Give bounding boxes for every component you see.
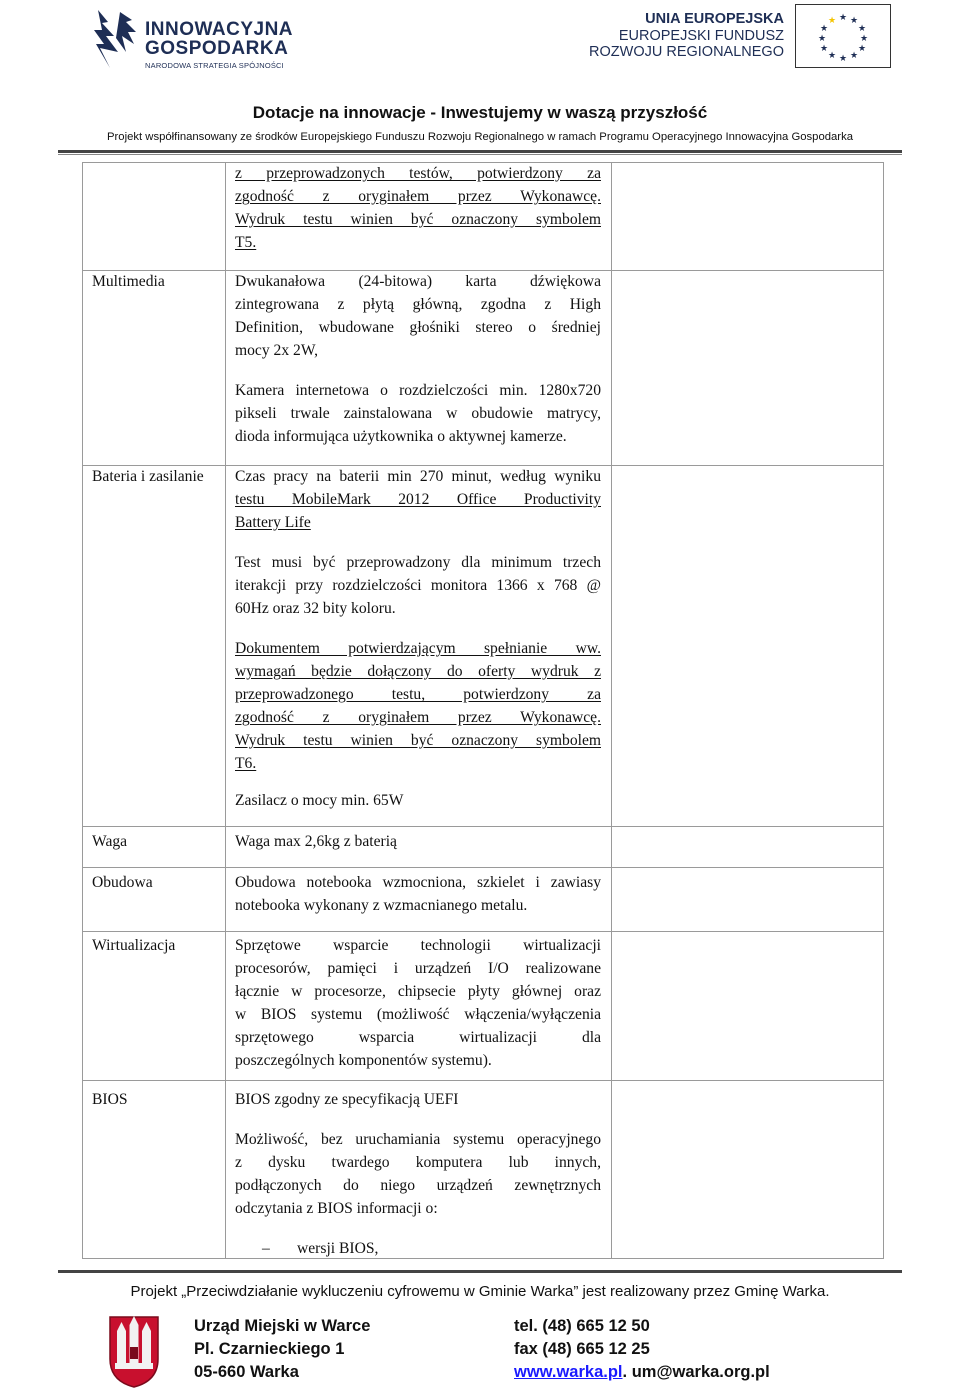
header-subtitle: Projekt współfinansowany ze środków Europejskiego Funduszu Rozwoju Regionalnego w ramach Programu Operacyjnego Innowacyjna Gospodarka xyxy=(107,131,853,143)
virtualization-text: w BIOS systemu (możliwość włączenia/wyłączenia xyxy=(235,1006,601,1023)
eu-text-line3: ROZWOJU REGIONALNEGO xyxy=(589,44,784,60)
camera-text: dioda informująca użytkownika o aktywnej kamerze. xyxy=(235,428,567,445)
svg-text:★: ★ xyxy=(838,54,848,64)
contact-separator: . xyxy=(622,1363,632,1381)
svg-text:★: ★ xyxy=(827,16,837,26)
bullet-dash: – xyxy=(262,1240,270,1257)
website-link[interactable]: www.warka.pl xyxy=(514,1363,623,1381)
row-label-virtualization: Wirtualizacja xyxy=(92,937,176,954)
battery-test-name: Battery Life xyxy=(235,514,311,531)
bios-info-text: podłączonych do niego urządzeń zewnętrznych xyxy=(235,1177,601,1194)
continuation-line: T5. xyxy=(235,234,257,251)
virtualization-text: Sprzętowe wsparcie technologii wirtualizacji xyxy=(235,937,601,954)
svg-text:★: ★ xyxy=(849,51,859,61)
footer-project-text: Projekt „Przeciwdziałanie wykluczeniu cyfrowemu w Gminie Warka” jest realizowany przez Gminę Warka. xyxy=(130,1283,830,1300)
camera-text: Kamera internetowa o rozdzielczości min. 1280x720 xyxy=(235,382,601,399)
continuation-line: zgodność z oryginałem przez Wykonawcę. xyxy=(235,188,601,205)
email-text: um@warka.org.pl xyxy=(631,1363,770,1381)
battery-document-req: Dokumentem potwierdzającym spełnianie ww. xyxy=(235,640,601,657)
continuation-line: Wydruk testu winien być oznaczony symbolem xyxy=(235,211,601,228)
logo-text-line3: NARODOWA STRATEGIA SPÓJNOŚCI xyxy=(145,61,284,70)
table-col-divider-2 xyxy=(611,162,612,1259)
row-label-battery: Bateria i zasilanie xyxy=(92,468,204,485)
multimedia-text: Dwukanałowa (24-bitowa) karta dźwiękowa xyxy=(235,273,601,290)
svg-text:★: ★ xyxy=(827,51,837,61)
row-label-case: Obudowa xyxy=(92,874,153,891)
row-divider xyxy=(82,1080,884,1081)
logo-text-line2: GOSPODARKA xyxy=(145,38,289,59)
case-text: notebooka wykonany z wzmacnianego metalu. xyxy=(235,897,528,914)
battery-document-req: Wydruk testu winien być oznaczony symbolem xyxy=(235,732,601,749)
bird-emblem-icon xyxy=(92,8,138,70)
bios-info-text: Możliwość, bez uruchamiania systemu operacyjnego xyxy=(235,1131,601,1148)
svg-text:★: ★ xyxy=(857,44,867,54)
header-divider-thin xyxy=(58,154,902,155)
table-border-right xyxy=(883,162,884,1259)
svg-text:★: ★ xyxy=(857,24,867,34)
svg-text:★: ★ xyxy=(819,44,829,54)
footer-fax: fax (48) 665 12 25 xyxy=(514,1340,650,1358)
bios-uefi-text: BIOS zgodny ze specyfikacją UEFI xyxy=(235,1091,459,1108)
multimedia-text: Definition, wbudowane głośniki stereo o średniej xyxy=(235,319,601,336)
bios-bullet-item: wersji BIOS, xyxy=(297,1240,379,1257)
header-divider xyxy=(58,150,902,153)
svg-text:★: ★ xyxy=(838,13,848,23)
multimedia-text: zintegrowana z płytą główną, zgodna z High xyxy=(235,296,601,313)
bios-info-text: z dysku twardego komputera lub innych, xyxy=(235,1154,601,1171)
row-label-multimedia: Multimedia xyxy=(92,273,165,290)
innowacyjna-gospodarka-logo xyxy=(92,8,292,70)
case-text: Obudowa notebooka wzmocniona, szkielet i zawiasy xyxy=(235,874,601,891)
table-col-divider-1 xyxy=(225,162,226,1259)
virtualization-text: łącznie w procesorze, chipsecie płyty głównej oraz xyxy=(235,983,601,1000)
virtualization-text: procesorów, pamięci i urządzeń I/O realizowane xyxy=(235,960,601,977)
footer-tel: tel. (48) 665 12 50 xyxy=(514,1317,650,1335)
battery-test-name: testu MobileMark 2012 Office Productivity xyxy=(235,491,601,508)
logo-text-line1: INNOWACYJNA xyxy=(145,19,294,40)
svg-text:★: ★ xyxy=(859,34,869,44)
eu-text-line1: UNIA EUROPEJSKA xyxy=(645,11,784,27)
table-border-left xyxy=(82,162,83,1259)
battery-document-req: T6. xyxy=(235,755,257,772)
battery-test-conditions: Test musi być przeprowadzony dla minimum trzech xyxy=(235,554,601,571)
camera-text: pikseli trwale zainstalowana w obudowie matrycy, xyxy=(235,405,601,422)
battery-test-conditions: iterakcji przy rozdzielczości monitora 1366 x 768 @ xyxy=(235,577,601,594)
row-divider xyxy=(82,931,884,932)
eu-flag-icon xyxy=(795,4,891,68)
table-border-bottom xyxy=(82,1258,884,1259)
power-supply-text: Zasilacz o mocy min. 65W xyxy=(235,792,404,809)
bios-info-text: odczytania z BIOS informacji o: xyxy=(235,1200,438,1217)
footer-office: Urząd Miejski w Warce xyxy=(194,1317,371,1335)
battery-document-req: przeprowadzonego testu, potwierdzony za xyxy=(235,686,601,703)
header-title: Dotacje na innowacje - Inwestujemy w waszą przyszłość xyxy=(252,103,708,122)
weight-text: Waga max 2,6kg z baterią xyxy=(235,833,397,850)
spec-table xyxy=(82,162,884,1259)
footer-city: 05-660 Warka xyxy=(194,1363,299,1381)
row-divider xyxy=(82,867,884,868)
footer-street: Pl. Czarnieckiego 1 xyxy=(194,1340,345,1358)
svg-text:★: ★ xyxy=(817,34,827,44)
row-label-weight: Waga xyxy=(92,833,128,850)
eu-logo xyxy=(589,9,896,71)
virtualization-text: sprzętowego wsparcia wirtualizacji dla xyxy=(235,1029,601,1046)
svg-text:★: ★ xyxy=(819,24,829,34)
multimedia-text: mocy 2x 2W, xyxy=(235,342,319,359)
battery-test-conditions: 60Hz oraz 32 bity koloru. xyxy=(235,600,396,617)
row-divider xyxy=(82,826,884,827)
virtualization-text: poszczególnych komponentów systemu). xyxy=(235,1052,492,1069)
row-label-bios: BIOS xyxy=(92,1091,128,1108)
warka-crest-icon xyxy=(108,1315,160,1389)
svg-text:★: ★ xyxy=(849,16,859,26)
battery-document-req: wymagań będzie dołączony do oferty wydruk z xyxy=(235,663,601,680)
battery-document-req: zgodność z oryginałem przez Wykonawcę. xyxy=(235,709,601,726)
continuation-line: z przeprowadzonych testów, potwierdzony za xyxy=(235,165,601,182)
footer-contact xyxy=(514,1363,770,1382)
eu-text-line2: EUROPEJSKI FUNDUSZ xyxy=(618,28,784,44)
battery-text: Czas pracy na baterii min 270 minut, według wyniku xyxy=(235,468,601,485)
footer-divider xyxy=(58,1270,902,1273)
